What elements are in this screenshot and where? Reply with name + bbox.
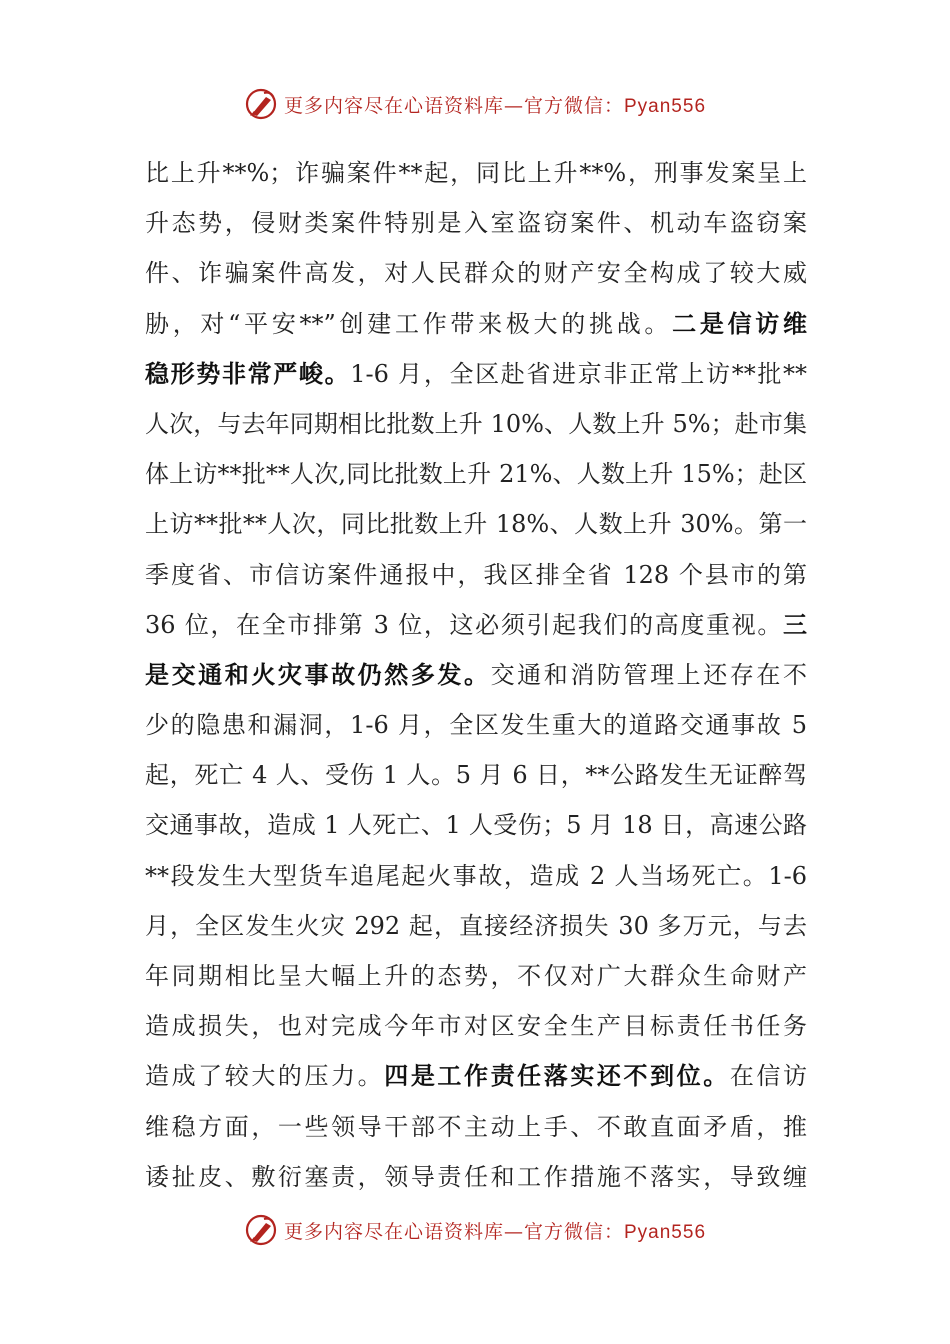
text-run: 36 位，在全市排第 3 位，这必须引起我们的高度重视。 [145, 610, 783, 639]
pen-nib-logo-icon [244, 1213, 278, 1247]
text-line [145, 901, 807, 951]
text-run: 起，死亡 4 人、受伤 1 人。5 月 6 日，**公路发生无证醉驾 [145, 761, 807, 790]
text-run: 月，全区发生火灾 292 起，直接经济损失 30 多万元，与去 [145, 911, 807, 940]
text-line [145, 951, 807, 1001]
text-line [145, 349, 807, 399]
text-run: 季度省、市信访案件通报中，我区排全省 128 个县市的第 [145, 560, 807, 589]
text-line [145, 499, 807, 549]
text-run: 交通事故，造成 1 人死亡、1 人受伤；5 月 18 日，高速公路 [145, 811, 807, 840]
text-run: 造成了较大的压力。 [145, 1062, 385, 1091]
footer-watermark [0, 1210, 950, 1250]
text-line [145, 750, 807, 800]
text-run: 在信访 [729, 1062, 808, 1091]
text-run: 维稳方面，一些领导干部不主动上手、不敢直面矛盾，推 [145, 1112, 807, 1141]
text-line [145, 399, 807, 449]
text-run: 件、诈骗案件高发，对人民群众的财产安全构成了较大威 [145, 259, 807, 288]
watermark-text: 更多内容尽在心语资料库—官方微信：Pyan556 [283, 1220, 707, 1243]
text-run: 年同期相比呈大幅上升的态势，不仅对广大群众生命财产 [145, 962, 807, 990]
bold-heading-run: 稳形势非常严峻。 [145, 358, 351, 388]
text-line [145, 148, 807, 198]
text-run: **段发生大型货车追尾起火事故，造成 2 人当场死亡。1-6 [145, 861, 807, 890]
text-run: 胁，对“平安**”创建工作带来极大的挑战。 [145, 309, 673, 338]
bold-heading-run: 是交通和火灾事故仍然多发。 [145, 659, 491, 689]
text-line [145, 650, 807, 700]
text-run: 体上访**批**人次,同比批数上升 21%、人数上升 15%；赴区 [145, 460, 807, 489]
text-line [145, 299, 807, 349]
text-line [145, 851, 807, 901]
text-line [145, 1051, 807, 1101]
text-line [145, 1102, 807, 1152]
watermark-text: 更多内容尽在心语资料库—官方微信：Pyan556 [283, 94, 707, 117]
text-run: 人次，与去年同期相比批数上升 10%、人数上升 5%；赴市集 [145, 409, 807, 438]
text-line [145, 800, 807, 850]
bold-heading-run: 三 [783, 609, 807, 639]
pen-nib-logo-icon [244, 87, 278, 121]
text-run: 造成损失，也对完成今年市对区安全生产目标责任书任务 [145, 1012, 807, 1041]
text-run: 上访**批**人次，同比批数上升 18%、人数上升 30%。第一 [145, 510, 807, 539]
text-line [145, 550, 807, 600]
text-run: 少的隐患和漏洞，1-6 月，全区发生重大的道路交通事故 5 [145, 711, 807, 740]
text-run: 比上升**%；诈骗案件**起，同比上升**%，刑事发案呈上 [145, 159, 807, 187]
text-run: 1-6 月，全区赴省进京非正常上访**批** [350, 359, 808, 388]
bold-heading-run: 二是信访维 [672, 308, 808, 338]
text-line [145, 449, 807, 499]
text-run: 诿扯皮、敷衍塞责，领导责任和工作措施不落实，导致缠 [145, 1162, 807, 1191]
document-body [145, 148, 807, 1202]
text-run: 升态势，侵财类案件特别是入室盗窃案件、机动车盗窃案 [145, 209, 807, 238]
header-watermark [0, 84, 950, 124]
bold-heading-run: 四是工作责任落实还不到位。 [384, 1061, 730, 1091]
text-line [145, 1152, 807, 1202]
text-run: 交通和消防管理上还存在不 [490, 660, 808, 689]
text-line [145, 1001, 807, 1051]
text-line [145, 248, 807, 298]
text-line [145, 600, 807, 650]
text-line [145, 700, 807, 750]
text-line [145, 198, 807, 248]
